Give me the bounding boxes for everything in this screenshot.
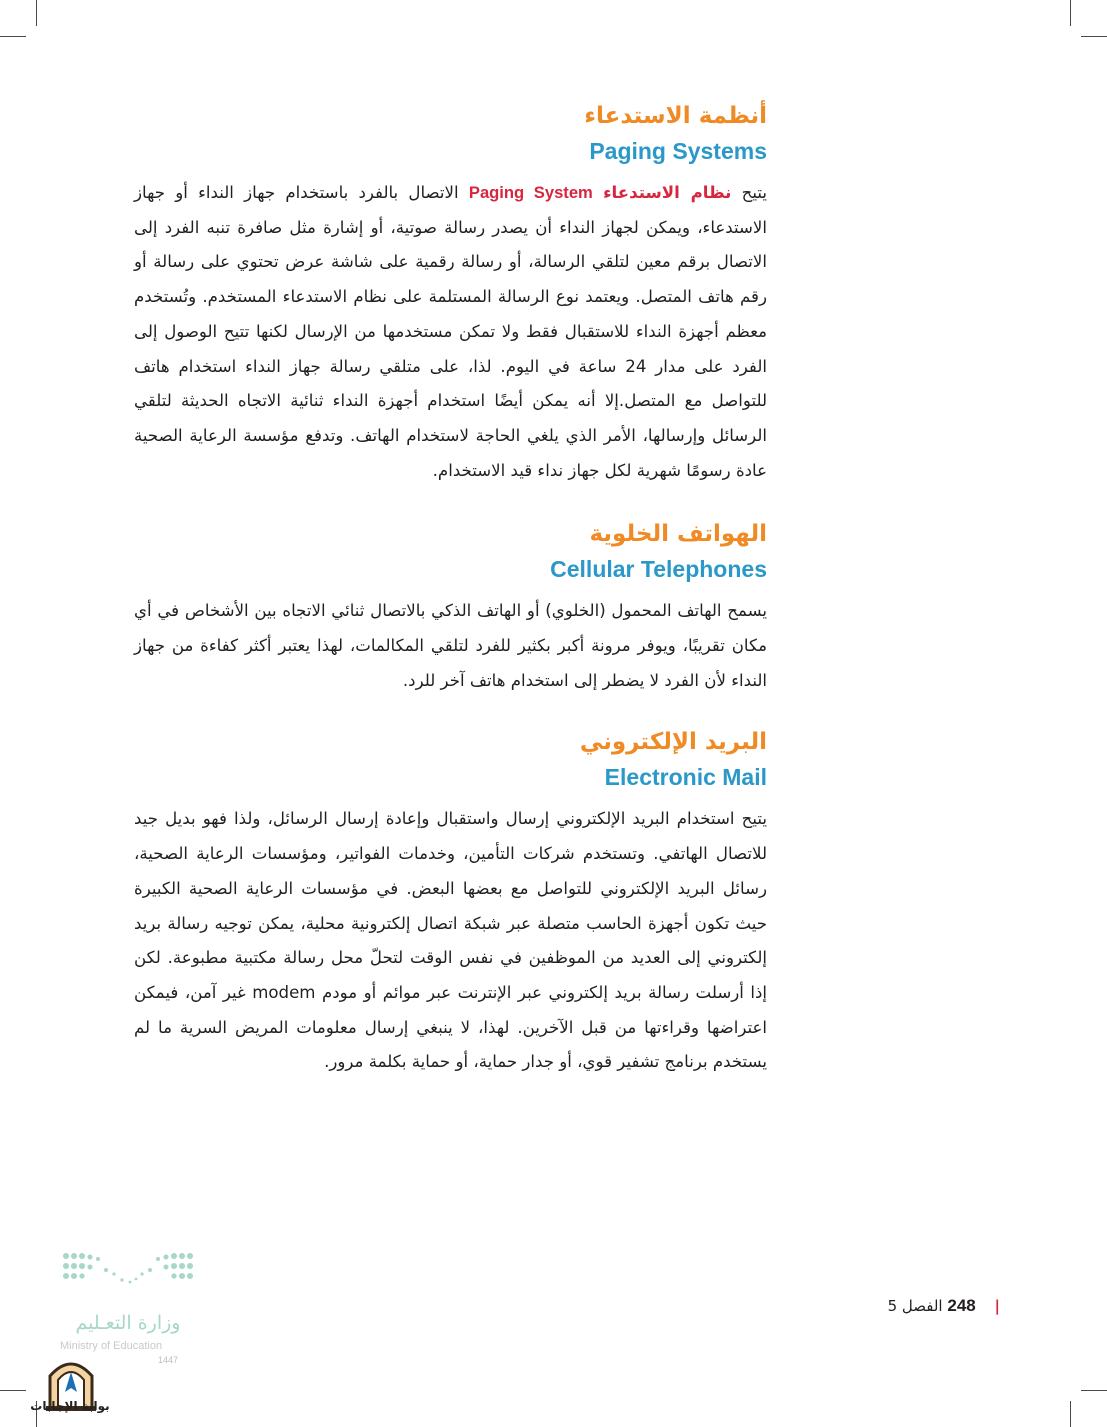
section-paragraph: يتيح استخدام البريد الإلكتروني إرسال واستقبال وإعادة إرسال الرسائل، ولذا فهو بديل جيد للاتصال الهاتفي. وتستخدم شركات التأمين، وخدمات الفواتير، ومؤسسات الرعاية الصحية، رسائل البريد الإلكتروني للتواصل مع بعضها البعض. في مؤسسات الرعاية الصحية الكبيرة حيث تكون أجهزة الحاسب متصلة عبر شبكة اتصال إلكترونية محلية، يمكن توجيه رسالة بريد إلكتروني إلى العديد من الموظفين في نفس الوقت لتحلّ محل رسالة مكتبية مطبوعة. لكن إذا أرسلت رسالة بريد إلكتروني عبر الإنترنت عبر موائم أو مودم modem غير آمن، فيمكن اعتراضها وقراءتها من قبل الآخرين. لهذا، لا ينبغي إرسال معلومات المريض السرية ما لم يستخدم برنامج تشفير قوي، أو جدار حماية، أو حماية بكلمة مرور. <box>134 809 768 1072</box>
crop-mark <box>36 0 37 26</box>
section-heading-en: Paging Systems <box>589 138 767 164</box>
key-term-ar: نظام الاستدعاء <box>603 183 732 202</box>
crop-mark <box>0 36 26 37</box>
para-body: الاتصال بالفرد باستخدام جهاز النداء أو جهاز الاستدعاء، ويمكن لجهاز النداء أن يصدر رسالة صوتية، أو إشارة مثل صافرة تنبه الفرد إلى الاتصال برقم معين لتلقي الرسالة، أو رسالة رقمية على شاشة عرض تحتوي على رسالة أو رقم هاتف المتصل. ويعتمد نوع الرسالة المستلمة على نظام الاستدعاء المستخدم. وتُستخدم معظم أجهزة النداء للاستقبال فقط ولا تمكن مستخدمها من الإرسال لكنها تتيح الوصول إلى الفرد على مدار 24 ساعة في اليوم. لذا، على متلقي رسالة جهاز النداء استخدام هاتف للتواصل مع المتصل.إلا أنه يمكن أيضًا استخدام أجهزة النداء ثنائية الاتجاه الحديثة لتلقي الرسائل وإرسالها، الأمر الذي يلغي الحاجة لاستخدام الهاتف. وتدفع مؤسسة الرعاية الصحية عادة رسومًا شهرية لكل جهاز نداء قيد الاستخدام. <box>134 183 767 480</box>
crop-mark <box>1070 1401 1071 1427</box>
crop-mark <box>1070 0 1071 26</box>
page-footer <box>870 1296 1000 1316</box>
section-heading-en: Cellular Telephones <box>550 556 767 583</box>
section-heading-en: Electronic Mail <box>604 764 767 791</box>
chapter-label: الفصل 5 <box>887 1297 943 1315</box>
ministry-year: 1447 <box>158 1355 179 1365</box>
page-number: 248 <box>947 1296 976 1315</box>
section-paragraph: يسمح الهاتف المحمول (الخلوي) أو الهاتف الذكي بالاتصال ثنائي الاتجاه بين الأشخاص في أي مكان تقريبًا، ويوفر مرونة أكبر بكثير للفرد لتلقي المكالمات، لهذا يعتبر أكثر كفاءة من جهاز النداء لأن الفرد لا يضطر إلى استخدام هاتف آخر للرد. <box>134 601 767 690</box>
footer-divider: | <box>994 1297 1000 1315</box>
ministry-name-en: Ministry of Education <box>60 1340 163 1352</box>
watermark-text: بوابة الإجابات <box>30 1399 110 1413</box>
ministry-logo-dots-icon <box>58 1248 198 1292</box>
section-heading-ar: أنظمة الاستدعاء <box>584 103 767 129</box>
ministry-name-ar: وزارة التعـليم <box>75 1312 181 1334</box>
section-paragraph <box>134 176 767 488</box>
section-cellular-telephones <box>134 518 767 698</box>
crop-mark <box>0 1390 26 1391</box>
section-heading-ar: البريد الإلكتروني <box>579 729 767 756</box>
section-electronic-mail <box>134 726 767 1080</box>
crop-mark <box>1081 36 1107 37</box>
crop-mark <box>1081 1390 1107 1391</box>
key-term-en: Paging System <box>468 183 593 202</box>
page-content <box>134 100 767 1080</box>
para-intro: يتيح <box>741 183 767 202</box>
section-paging-systems <box>134 100 767 488</box>
section-heading-ar: الهواتف الخلوية <box>589 521 767 548</box>
